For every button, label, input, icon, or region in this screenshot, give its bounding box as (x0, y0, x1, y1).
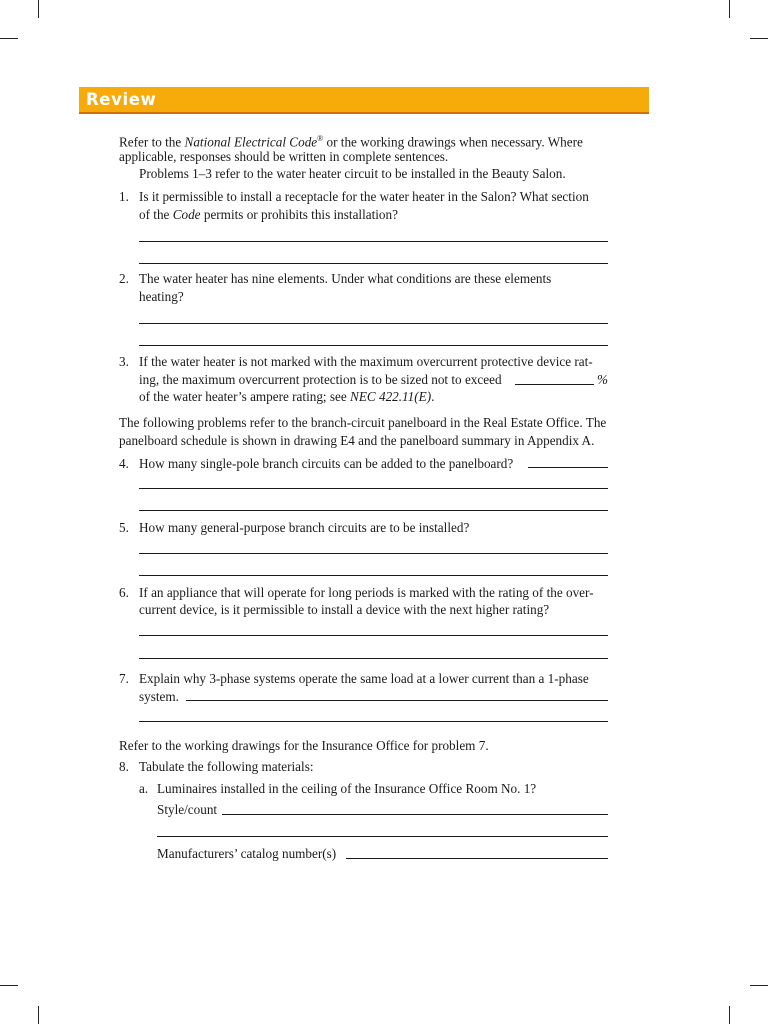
crop-mark-bottom-left (38, 1006, 39, 1024)
q5-answer-line-1[interactable] (139, 553, 608, 554)
q7-answer-line-1[interactable] (139, 721, 608, 722)
q6-answer-line-1[interactable] (139, 635, 608, 636)
crop-mark-top-right (729, 0, 730, 18)
panel-intro-line-2: panelboard schedule is shown in drawing E4 and the panelboard summary in Appendix A. (119, 433, 595, 448)
nec-reference: NEC 422.11(E) (350, 389, 432, 404)
q6-line-2: current device, is it permissible to install a device with the next higher rating? (139, 602, 550, 617)
q3-number: 3. (119, 354, 129, 369)
q4-inline-blank[interactable] (528, 467, 608, 468)
q2-number: 2. (119, 271, 129, 286)
q5-number: 5. (119, 520, 129, 535)
intro-line-3: Problems 1–3 refer to the water heater circuit to be installed in the Beauty Salon. (139, 166, 566, 181)
q7-line-2: system. (139, 689, 179, 704)
q2-answer-line-2[interactable] (139, 345, 608, 346)
q1-answer-line-1[interactable] (139, 241, 608, 242)
q7-inline-blank[interactable] (186, 700, 608, 701)
q1-answer-line-2[interactable] (139, 263, 608, 264)
crop-mark-top-left (38, 0, 39, 18)
q8-number: 8. (119, 759, 129, 774)
q4-answer-line-2[interactable] (139, 510, 608, 511)
intro-line-2: applicable, responses should be written in complete sentences. (119, 149, 449, 164)
q5-line-1: How many general-purpose branch circuits are to be installed? (139, 520, 470, 535)
q7-line-1: Explain why 3-phase systems operate the same load at a lower current than a 1-phase (139, 671, 589, 686)
q8a-text: Luminaires installed in the ceiling of the Insurance Office Room No. 1? (157, 781, 537, 796)
catalog-number-blank[interactable] (346, 858, 608, 859)
q6-answer-line-2[interactable] (139, 658, 608, 659)
crop-mark-left-bottom (0, 985, 18, 986)
q7-number: 7. (119, 671, 129, 686)
q5-answer-line-2[interactable] (139, 575, 608, 576)
q3-line-3: of the water heater’s ampere rating; see NEC 422.11(E). (139, 389, 435, 404)
q1-line-1: Is it permissible to install a receptacle for the water heater in the Salon? What section (139, 189, 589, 204)
registered-mark: ® (317, 134, 324, 143)
q2-answer-line-1[interactable] (139, 323, 608, 324)
review-banner (79, 87, 649, 114)
q3-line-2: ing, the maximum overcurrent protection is to be sized not to exceed (139, 372, 502, 387)
catalog-number-label: Manufacturers’ catalog number(s) (157, 846, 337, 861)
intro-line-1: Refer to the National Electrical Code® or the working drawings when necessary. Where (119, 134, 583, 150)
q4-answer-line-1[interactable] (139, 488, 608, 489)
crop-mark-right-bottom (750, 985, 768, 986)
q1-line-2: of the Code permits or prohibits this installation? (139, 207, 398, 222)
style-count-label: Style/count (157, 802, 218, 817)
crop-mark-left-top (0, 38, 18, 39)
panel-intro-line-1: The following problems refer to the branch-circuit panelboard in the Real Estate Office. The (119, 415, 607, 430)
q2-line-1: The water heater has nine elements. Under what conditions are these elements (139, 271, 552, 286)
q6-line-1: If an appliance that will operate for long periods is marked with the rating of the over- (139, 585, 594, 600)
q2-line-2: heating? (139, 289, 184, 304)
q8-line-1: Tabulate the following materials: (139, 759, 314, 774)
review-title: Review (86, 90, 157, 109)
q4-number: 4. (119, 456, 129, 471)
q6-number: 6. (119, 585, 129, 600)
q3-line-1: If the water heater is not marked with the maximum overcurrent protective device rat- (139, 354, 593, 369)
q4-line-1: How many single-pole branch circuits can be added to the panelboard? (139, 456, 514, 471)
crop-mark-bottom-right (729, 1006, 730, 1024)
q3-percent-blank[interactable] (515, 384, 594, 385)
q8a-label: a. (139, 781, 149, 796)
q1-number: 1. (119, 189, 129, 204)
q3-percent-sign: % (597, 372, 608, 387)
insurance-intro: Refer to the working drawings for the Insurance Office for problem 7. (119, 738, 489, 753)
style-count-blank[interactable] (222, 814, 608, 815)
style-count-line-2[interactable] (157, 836, 608, 837)
crop-mark-right-top (750, 38, 768, 39)
nec-title: National Electrical Code (184, 134, 318, 150)
